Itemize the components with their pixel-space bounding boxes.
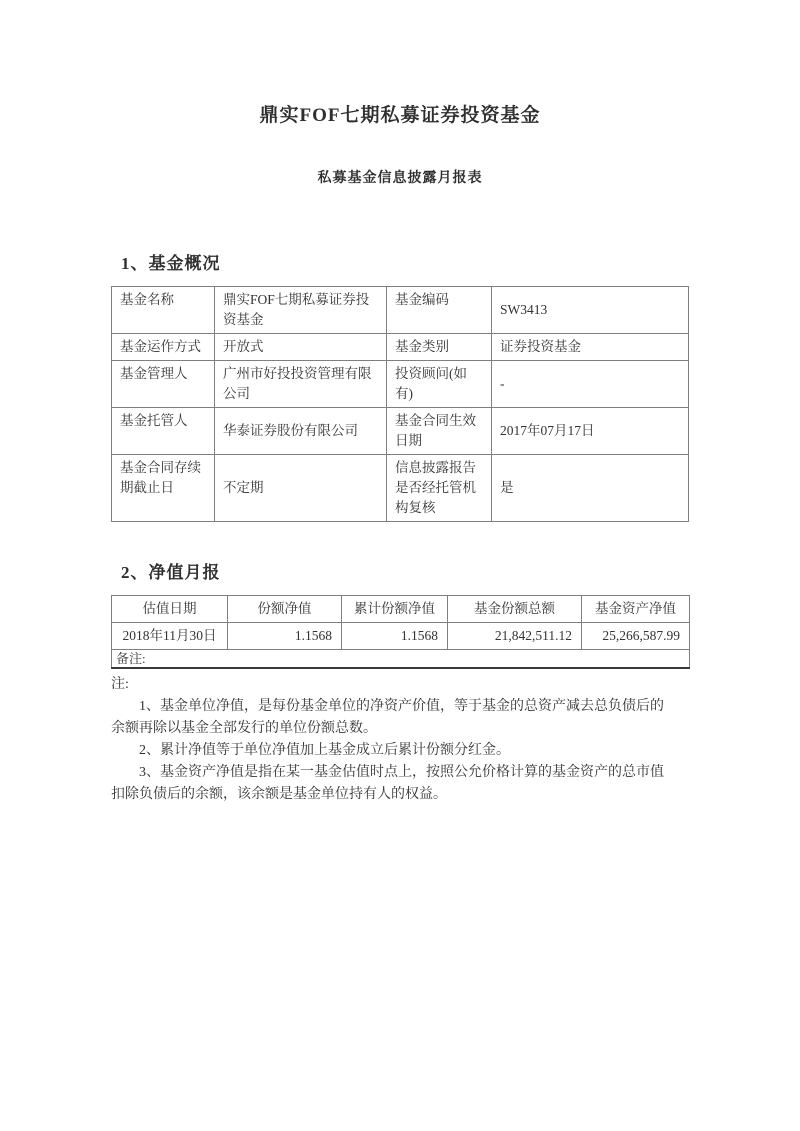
- table-row: [112, 334, 689, 361]
- contract-effective-date-value: 2017年07月17日: [492, 408, 689, 455]
- table-row: [112, 455, 689, 522]
- contract-expiry-label: 基金合同存续期截止日: [112, 455, 215, 522]
- contract-expiry-value: 不定期: [215, 455, 387, 522]
- custodian-review-label: 信息披露报告是否经托管机构复核: [387, 455, 492, 522]
- fund-manager-label: 基金管理人: [112, 361, 215, 408]
- investment-advisor-value: -: [492, 361, 689, 408]
- contract-effective-date-label: 基金合同生效日期: [387, 408, 492, 455]
- fund-custodian-value: 华泰证券股份有限公司: [215, 408, 387, 455]
- cumulative-nav-value: 1.1568: [342, 623, 448, 650]
- table-row: [112, 623, 690, 650]
- note-item-3: 3、基金资产净值是指在某一基金估值时点上，按照公允价格计算的基金资产的总市值扣除负债后的余额，该余额是基金单位持有人的权益。: [111, 765, 664, 802]
- report-page: [111, 0, 689, 806]
- total-shares-value: 21,842,511.12: [448, 623, 582, 650]
- fund-manager-value: 广州市好投投资管理有限公司: [215, 361, 387, 408]
- section-heading-fund-overview: 1、基金概况: [121, 254, 221, 273]
- fund-name-label: 基金名称: [112, 287, 215, 334]
- table-row: [112, 287, 689, 334]
- fund-category-value: 证券投资基金: [492, 334, 689, 361]
- total-net-assets-value: 25,266,587.99: [582, 623, 690, 650]
- note-item-2: 2、累计净值等于单位净值加上基金成立后累计份额分红金。: [139, 743, 510, 758]
- note-item-1: 1、基金单位净值，是每份基金单位的净资产价值，等于基金的总资产减去总负债后的余额再除以基金全部发行的单位份额总数。: [111, 699, 664, 736]
- table-row: [112, 650, 690, 669]
- table-header-row: [112, 596, 690, 623]
- fund-name-value: 鼎实FOF七期私募证券投资基金: [215, 287, 387, 334]
- page-subtitle: 私募基金信息披露月报表: [317, 171, 483, 186]
- remark-label: 备注:: [112, 650, 690, 669]
- page-title: 鼎实FOF七期私募证券投资基金: [259, 105, 541, 126]
- fund-code-label: 基金编码: [387, 287, 492, 334]
- notes-label: 注:: [111, 677, 129, 692]
- notes-section: [111, 674, 673, 806]
- custodian-review-value: 是: [492, 455, 689, 522]
- table-row: [112, 361, 689, 408]
- valuation-date-value: 2018年11月30日: [112, 623, 228, 650]
- total-shares-header: 基金份额总额: [448, 596, 582, 623]
- section-heading-nav-monthly: 2、净值月报: [121, 563, 221, 582]
- valuation-date-header: 估值日期: [112, 596, 228, 623]
- fund-code-value: SW3413: [492, 287, 689, 334]
- operation-mode-label: 基金运作方式: [112, 334, 215, 361]
- fund-category-label: 基金类别: [387, 334, 492, 361]
- fund-custodian-label: 基金托管人: [112, 408, 215, 455]
- nav-monthly-table: [111, 595, 690, 669]
- investment-advisor-label: 投资顾问(如有): [387, 361, 492, 408]
- total-net-assets-header: 基金资产净值: [582, 596, 690, 623]
- fund-overview-table: [111, 286, 689, 522]
- unit-nav-value: 1.1568: [228, 623, 342, 650]
- unit-nav-header: 份额净值: [228, 596, 342, 623]
- table-row: [112, 408, 689, 455]
- operation-mode-value: 开放式: [215, 334, 387, 361]
- cumulative-nav-header: 累计份额净值: [342, 596, 448, 623]
